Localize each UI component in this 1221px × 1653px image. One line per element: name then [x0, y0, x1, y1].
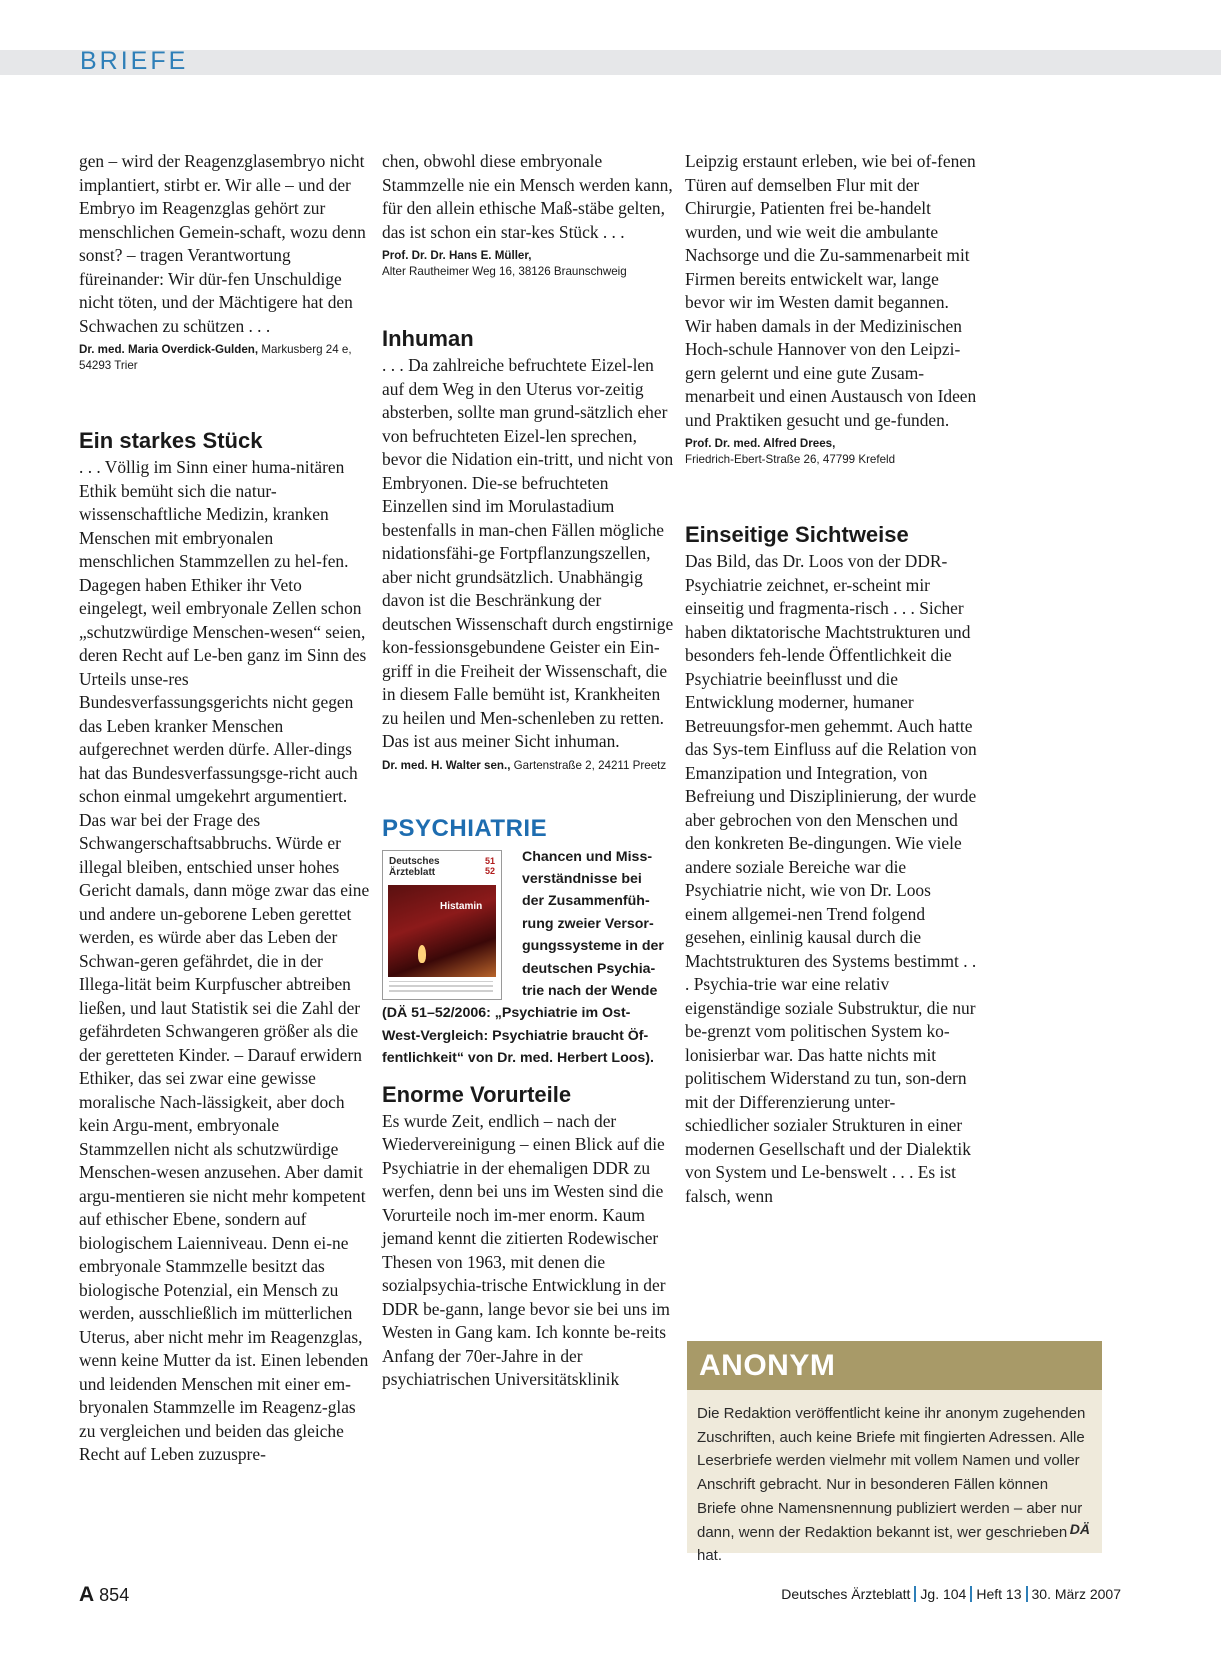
letter-body: Es wurde Zeit, endlich – nach der Wiedervereinigung – einen Blick auf die Psychiatrie in der ehemaligen DDR zu werfen, denn bei uns im Westen sind die Vorurteile noch im-mer enorm. Kaum jemand kennt die zitierten Rodewischer Thesen von 1963, mit denen die sozialpsychia-trische Entwicklung in der DDR be-gann, lange bevor sie bei uns im Westen in Gang kam. Ich konnte be-reits Anfang der 70er-Jahre in der psychiatrischen Universitätsklinik: [382, 1110, 670, 1389]
signature-address: Alter Rautheimer Weg 16, 38126 Braunschweig: [382, 265, 627, 278]
column-2: [382, 150, 674, 1392]
anonym-notice-box: [687, 1341, 1102, 1565]
cover-issue: 51 52: [484, 855, 495, 876]
journal-name: Deutsches Ärzteblatt: [781, 1586, 911, 1602]
journal-volume: Jg. 104: [920, 1586, 967, 1602]
letter-signature: [79, 342, 371, 374]
signature-name: Dr. med. Maria Overdick-Gulden,: [79, 343, 259, 356]
topic-reference: [382, 846, 674, 1076]
signature-name: Prof. Dr. med. Alfred Drees,: [685, 437, 836, 450]
letter-continuation: gen – wird der Reagenzglasembryo nicht implantiert, stirbt er. Wir alle – und der Embryo im Reagenzglas gehört zur menschlichen Gemein-schaft, wozu denn sonst? – tragen Verantwortung füreinander: Wir dür-fen Unschuldige nicht töten, und der Mächtigere hat den Schwachen zu schützen . . .: [79, 151, 366, 336]
section-title: BRIEFE: [80, 47, 189, 75]
letter-continuation: Leipzig erstaunt erleben, wie bei of-fenen Türen auf demselben Flur mit der Chirurgie, Patienten frei be-handelt wurden, und wie weit die ambulante Nachsorge und die Zu-sammenarbeit mit Firmen bereits entwickelt war, lange bevor wir im Westen damit begannen. Wir haben damals in der Medizinischen Hoch-schule Hannover von den Leipzi-gern gelernt und eine gute Zusam-menarbeit und einen Austausch von Ideen und Praktiken gesucht und ge-funden.: [685, 151, 977, 430]
topic-reference-text: Chancen und Miss- verständnisse bei der Zusammenfüh- rung zweier Versor- gungssysteme in der deutschen Psychia- trie nach der Wende (DÄ 51–52/2006: „Psychiatrie im Ost- West-Vergleich: Psychiatrie braucht Öf- fentlichkeit“ von Dr. med. Herbert Loos).: [382, 848, 664, 1067]
anonym-sign: DÄ: [1069, 1521, 1090, 1537]
anonym-text: Die Redaktion veröffentlicht keine ihr anonym zugehenden Zuschriften, auch keine Briefe mit fingierten Adressen. Alle Leserbriefe werden vielmehr mit vollem Namen und voller Anschrift gebracht. Nur in besonderen Fällen können Briefe ohne Namensnennung publiziert werden – aber nur dann, wenn der Redaktion bekannt ist, wer geschrieben hat.: [697, 1405, 1086, 1565]
signature-address: Gartenstraße 2, 24211 Preetz: [510, 758, 667, 772]
letter-body: Das Bild, das Dr. Loos von der DDR-Psychiatrie zeichnet, er-scheint mir einseitig und fragmenta-risch . . . Sicher haben diktatorische Machtstrukturen und besonders feh-lende Öffentlichkeit die Psychiatrie beeinflusst und die Entwicklung moderner, humaner Betreuungsfor-men gehemmt. Auch hatte das Sys-tem Einfluss auf die Relation von Emanzipation und Integration, von Befreiung und Disziplinierung, der wurde aber gebrochen von den Menschen und den konkreten Be-dingungen. Wie viele andere soziale Bereiche war die Psychiatrie nicht, wie von Dr. Loos einem allgemei-nen Trend folgend gesehen, einlinig kausal durch die Machtstrukturen des Systems bestimmt . . . Psychia-trie war eine relativ eigenständige soziale Substruktur, die nur be-grenzt vom politischen System ko-lonisierbar war. Das hatte nichts mit politischem Widerstand zu tun, son-dern mit der Differenzierung unter-schiedlicher sozialer Strukturen in einer modernen Gesellschaft und der Dialektik von System und Le-benswelt . . . Es ist falsch, wenn: [685, 551, 977, 1206]
cover-image-label: Histamin: [440, 900, 483, 912]
journal-issue: Heft 13: [976, 1586, 1022, 1602]
letter-heading: Ein starkes Stück: [79, 428, 263, 453]
column-1: [79, 150, 371, 1467]
footer-citation: [781, 1586, 1121, 1602]
signature-address: Friedrich-Ebert-Straße 26, 47799 Krefeld: [685, 453, 896, 466]
letter-heading: Einseitige Sichtweise: [685, 522, 909, 547]
column-3: [685, 150, 977, 1208]
cover-title: Deutsches Ärzteblatt: [389, 855, 440, 878]
letter-heading: Enorme Vorurteile: [382, 1081, 572, 1107]
letter-continuation: chen, obwohl diese embryonale Stammzelle nie ein Mensch werden kann, für den allein ethische Maß-stäbe gelten, das ist schon ein star-kes Stück . . .: [382, 151, 673, 242]
letter-body: . . . Völlig im Sinn einer huma-nitären Ethik bemüht sich die natur-wissenschaftliche Medizin, kranken Menschen mit embryonalen menschlichen Stammzellen zu hel-fen. Dagegen haben Ethiker ihr Veto eingelegt, weil embryonale Zellen schon „schutzwürdige Menschen-wesen“ seien, deren Recht auf Le-ben ganz im Sinn des Urteils unse-res Bundesverfassungsgerichts nicht gegen das Leben kranker Menschen aufgerechnet werden dürfe. Aller-dings hat das Bundesverfassungsge-richt auch schon einmal umgekehrt argumentiert. Das war bei der Frage des Schwangerschaftsabbruchs. Würde er illegal bleiben, entschied unser hohes Gericht damals, dann möge zwar das eine und andere un-geborene Leben gerettet werden, es würde aber das Leben der Schwan-geren gefährdet, die in der Illega-lität beim Kurpfuscher abtreiben ließen, und laut Statistik sei die Zahl der gefährdeten Schwangeren größer als die der geretteten Kinder. – Darauf erwidern Ethiker, das sei zwar eine gewisse moralische Nach-lässigkeit, aber doch kein Argu-ment, embryonale Stammzellen nicht als schutzwürdige Menschen-wesen anzusehen. Aber damit argu-mentieren sie nicht mehr kompetent auf ethischer Ebene, sondern auf biologischem Laienniveau. Denn ei-ne embryonale Stammzelle besitzt das biologische Potenzial, ein Mensch zu werden, ausschließlich im mütterlichen Uterus, aber nicht mehr im Reagenzglas, wenn keine Mutter da ist. Einen lebenden und leidenden Menschen mit einer em-bryonalen Stammzelle im Reagenz-glas zu vergleichen und beiden das gleiche Recht auf Leben zuzuspre-: [79, 457, 370, 1464]
letter-signature: [382, 248, 674, 280]
signature-name: Prof. Dr. Dr. Hans E. Müller,: [382, 249, 532, 262]
journal-date: 30. März 2007: [1031, 1586, 1121, 1602]
letter-signature: [382, 758, 674, 774]
signature-name: Dr. med. H. Walter sen.,: [382, 758, 511, 772]
letter-body: . . . Da zahlreiche befruchtete Eizel-len auf dem Weg in den Uterus vor-zeitig absterben, sollte man grund-sätzlich eher von befruchteten Eizel-len sprechen, bevor die Nidation ein-tritt, und nicht von Embryonen. Die-se befruchteten Einzellen sind im Morulastadium bestenfalls in man-chen Fällen mögliche nidationsfähi-ge Fortpflanzungszellen, aber nicht grundsätzlich. Unabhängig davon ist die Beschränkung der deutschen Wissenschaft durch engstirnige kon-fessionsgebundene Geister ein Ein-griff in die Freiheit der Wissenschaft, die in diesem Falle bemüht ist, Krankheiten zu heilen und Men-schenleben zu retten. Das ist aus meiner Sicht inhuman.: [382, 355, 674, 751]
letter-heading: Inhuman: [382, 326, 474, 351]
signature-address: Markusberg 24 e, 54293 Trier: [79, 343, 352, 372]
letter-signature: [685, 436, 977, 468]
page-number: A 854: [79, 1583, 130, 1606]
topic-heading: PSYCHIATRIE: [382, 814, 548, 842]
anonym-title: ANONYM: [687, 1341, 1102, 1390]
